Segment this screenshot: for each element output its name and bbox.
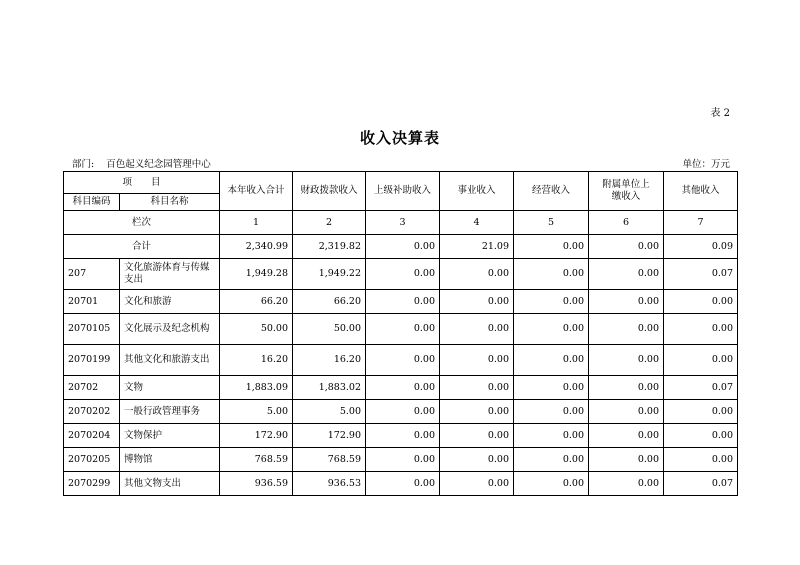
subject-code: 2070299 bbox=[64, 472, 120, 496]
table-row bbox=[64, 424, 738, 448]
column-header: 经营收入 bbox=[514, 172, 589, 211]
value-cell: 1,883.09 bbox=[220, 376, 293, 400]
value-cell: 0.00 bbox=[589, 472, 664, 496]
subject-name: 文化和旅游 bbox=[120, 290, 220, 314]
value-cell: 0.00 bbox=[366, 472, 440, 496]
total-cell: 0.00 bbox=[366, 235, 440, 259]
value-cell: 50.00 bbox=[220, 314, 293, 345]
column-header: 本年收入合计 bbox=[220, 172, 293, 211]
code-header: 科目编码 bbox=[64, 194, 120, 211]
value-cell: 0.00 bbox=[366, 259, 440, 290]
subject-name: 博物馆 bbox=[120, 448, 220, 472]
table-row bbox=[64, 290, 738, 314]
subject-name: 文物 bbox=[120, 376, 220, 400]
value-cell: 0.00 bbox=[440, 376, 514, 400]
value-cell: 172.90 bbox=[293, 424, 366, 448]
value-cell: 0.00 bbox=[664, 345, 738, 376]
value-cell: 0.00 bbox=[366, 424, 440, 448]
column-number: 2 bbox=[293, 211, 366, 235]
column-number: 3 bbox=[366, 211, 440, 235]
value-cell: 0.00 bbox=[514, 448, 589, 472]
value-cell: 5.00 bbox=[293, 400, 366, 424]
column-index-label: 栏次 bbox=[64, 211, 220, 235]
value-cell: 0.00 bbox=[589, 345, 664, 376]
value-cell: 50.00 bbox=[293, 314, 366, 345]
value-cell: 0.00 bbox=[589, 448, 664, 472]
value-cell: 0.00 bbox=[366, 376, 440, 400]
subject-code: 20702 bbox=[64, 376, 120, 400]
column-header: 其他收入 bbox=[664, 172, 738, 211]
value-cell: 1,949.22 bbox=[293, 259, 366, 290]
value-cell: 0.07 bbox=[664, 472, 738, 496]
value-cell: 0.00 bbox=[366, 400, 440, 424]
value-cell: 0.00 bbox=[514, 259, 589, 290]
value-cell: 0.00 bbox=[514, 290, 589, 314]
table-row bbox=[64, 376, 738, 400]
subject-name: 一般行政管理事务 bbox=[120, 400, 220, 424]
subject-name: 其他文物支出 bbox=[120, 472, 220, 496]
total-cell: 2,319.82 bbox=[293, 235, 366, 259]
subject-code: 2070202 bbox=[64, 400, 120, 424]
value-cell: 0.00 bbox=[664, 314, 738, 345]
value-cell: 0.00 bbox=[664, 400, 738, 424]
column-header: 上级补助收入 bbox=[366, 172, 440, 211]
value-cell: 0.00 bbox=[440, 472, 514, 496]
value-cell: 0.00 bbox=[589, 259, 664, 290]
value-cell: 936.59 bbox=[220, 472, 293, 496]
value-cell: 0.00 bbox=[440, 290, 514, 314]
value-cell: 0.00 bbox=[366, 345, 440, 376]
value-cell: 0.00 bbox=[440, 424, 514, 448]
subject-code: 2070205 bbox=[64, 448, 120, 472]
column-number: 6 bbox=[589, 211, 664, 235]
column-header: 事业收入 bbox=[440, 172, 514, 211]
column-header: 财政拨款收入 bbox=[293, 172, 366, 211]
income-table bbox=[63, 171, 738, 496]
table-row bbox=[64, 345, 738, 376]
subject-code: 20701 bbox=[64, 290, 120, 314]
subject-name: 文物保护 bbox=[120, 424, 220, 448]
value-cell: 0.00 bbox=[514, 400, 589, 424]
subject-name: 文化旅游体育与传媒支出 bbox=[120, 259, 220, 290]
subject-name: 其他文化和旅游支出 bbox=[120, 345, 220, 376]
value-cell: 66.20 bbox=[220, 290, 293, 314]
value-cell: 0.00 bbox=[589, 376, 664, 400]
item-header: 项 目 bbox=[64, 172, 220, 194]
value-cell: 0.00 bbox=[514, 376, 589, 400]
value-cell: 1,883.02 bbox=[293, 376, 366, 400]
column-number: 4 bbox=[440, 211, 514, 235]
table-number: 表 2 bbox=[710, 108, 730, 119]
value-cell: 0.00 bbox=[664, 448, 738, 472]
value-cell: 768.59 bbox=[220, 448, 293, 472]
value-cell: 0.00 bbox=[440, 400, 514, 424]
value-cell: 0.07 bbox=[664, 376, 738, 400]
value-cell: 0.00 bbox=[589, 314, 664, 345]
subject-code: 2070199 bbox=[64, 345, 120, 376]
department-label: 部门: bbox=[72, 159, 95, 170]
total-cell: 2,340.99 bbox=[220, 235, 293, 259]
value-cell: 0.00 bbox=[514, 314, 589, 345]
value-cell: 0.00 bbox=[366, 448, 440, 472]
subject-code: 2070105 bbox=[64, 314, 120, 345]
table-row bbox=[64, 448, 738, 472]
subject-code: 207 bbox=[64, 259, 120, 290]
table-row bbox=[64, 314, 738, 345]
column-number: 1 bbox=[220, 211, 293, 235]
total-cell: 21.09 bbox=[440, 235, 514, 259]
value-cell: 0.00 bbox=[440, 259, 514, 290]
total-label: 合计 bbox=[64, 235, 220, 259]
value-cell: 936.53 bbox=[293, 472, 366, 496]
name-header: 科目名称 bbox=[120, 194, 220, 211]
column-header: 附属单位上缴收入 bbox=[589, 172, 664, 211]
table-row bbox=[64, 472, 738, 496]
value-cell: 0.00 bbox=[514, 472, 589, 496]
subject-code: 2070204 bbox=[64, 424, 120, 448]
value-cell: 768.59 bbox=[293, 448, 366, 472]
column-number: 5 bbox=[514, 211, 589, 235]
value-cell: 0.00 bbox=[440, 345, 514, 376]
value-cell: 172.90 bbox=[220, 424, 293, 448]
table-row bbox=[64, 259, 738, 290]
total-cell: 0.00 bbox=[589, 235, 664, 259]
unit-label: 单位：万元 bbox=[682, 159, 730, 170]
total-cell: 0.00 bbox=[514, 235, 589, 259]
subject-name: 文化展示及纪念机构 bbox=[120, 314, 220, 345]
value-cell: 0.00 bbox=[514, 345, 589, 376]
value-cell: 0.00 bbox=[664, 290, 738, 314]
value-cell: 0.00 bbox=[440, 448, 514, 472]
total-row bbox=[64, 235, 738, 259]
column-number: 7 bbox=[664, 211, 738, 235]
value-cell: 16.20 bbox=[220, 345, 293, 376]
value-cell: 0.07 bbox=[664, 259, 738, 290]
value-cell: 5.00 bbox=[220, 400, 293, 424]
value-cell: 66.20 bbox=[293, 290, 366, 314]
value-cell: 1,949.28 bbox=[220, 259, 293, 290]
value-cell: 0.00 bbox=[589, 424, 664, 448]
value-cell: 0.00 bbox=[366, 314, 440, 345]
value-cell: 0.00 bbox=[589, 290, 664, 314]
value-cell: 0.00 bbox=[514, 424, 589, 448]
value-cell: 0.00 bbox=[664, 424, 738, 448]
value-cell: 16.20 bbox=[293, 345, 366, 376]
total-cell: 0.09 bbox=[664, 235, 738, 259]
value-cell: 0.00 bbox=[366, 290, 440, 314]
value-cell: 0.00 bbox=[589, 400, 664, 424]
department-value: 百色起义纪念园管理中心 bbox=[106, 159, 211, 170]
value-cell: 0.00 bbox=[440, 314, 514, 345]
page-title: 收入决算表 bbox=[359, 129, 440, 147]
department-line bbox=[72, 156, 211, 170]
table-row bbox=[64, 400, 738, 424]
